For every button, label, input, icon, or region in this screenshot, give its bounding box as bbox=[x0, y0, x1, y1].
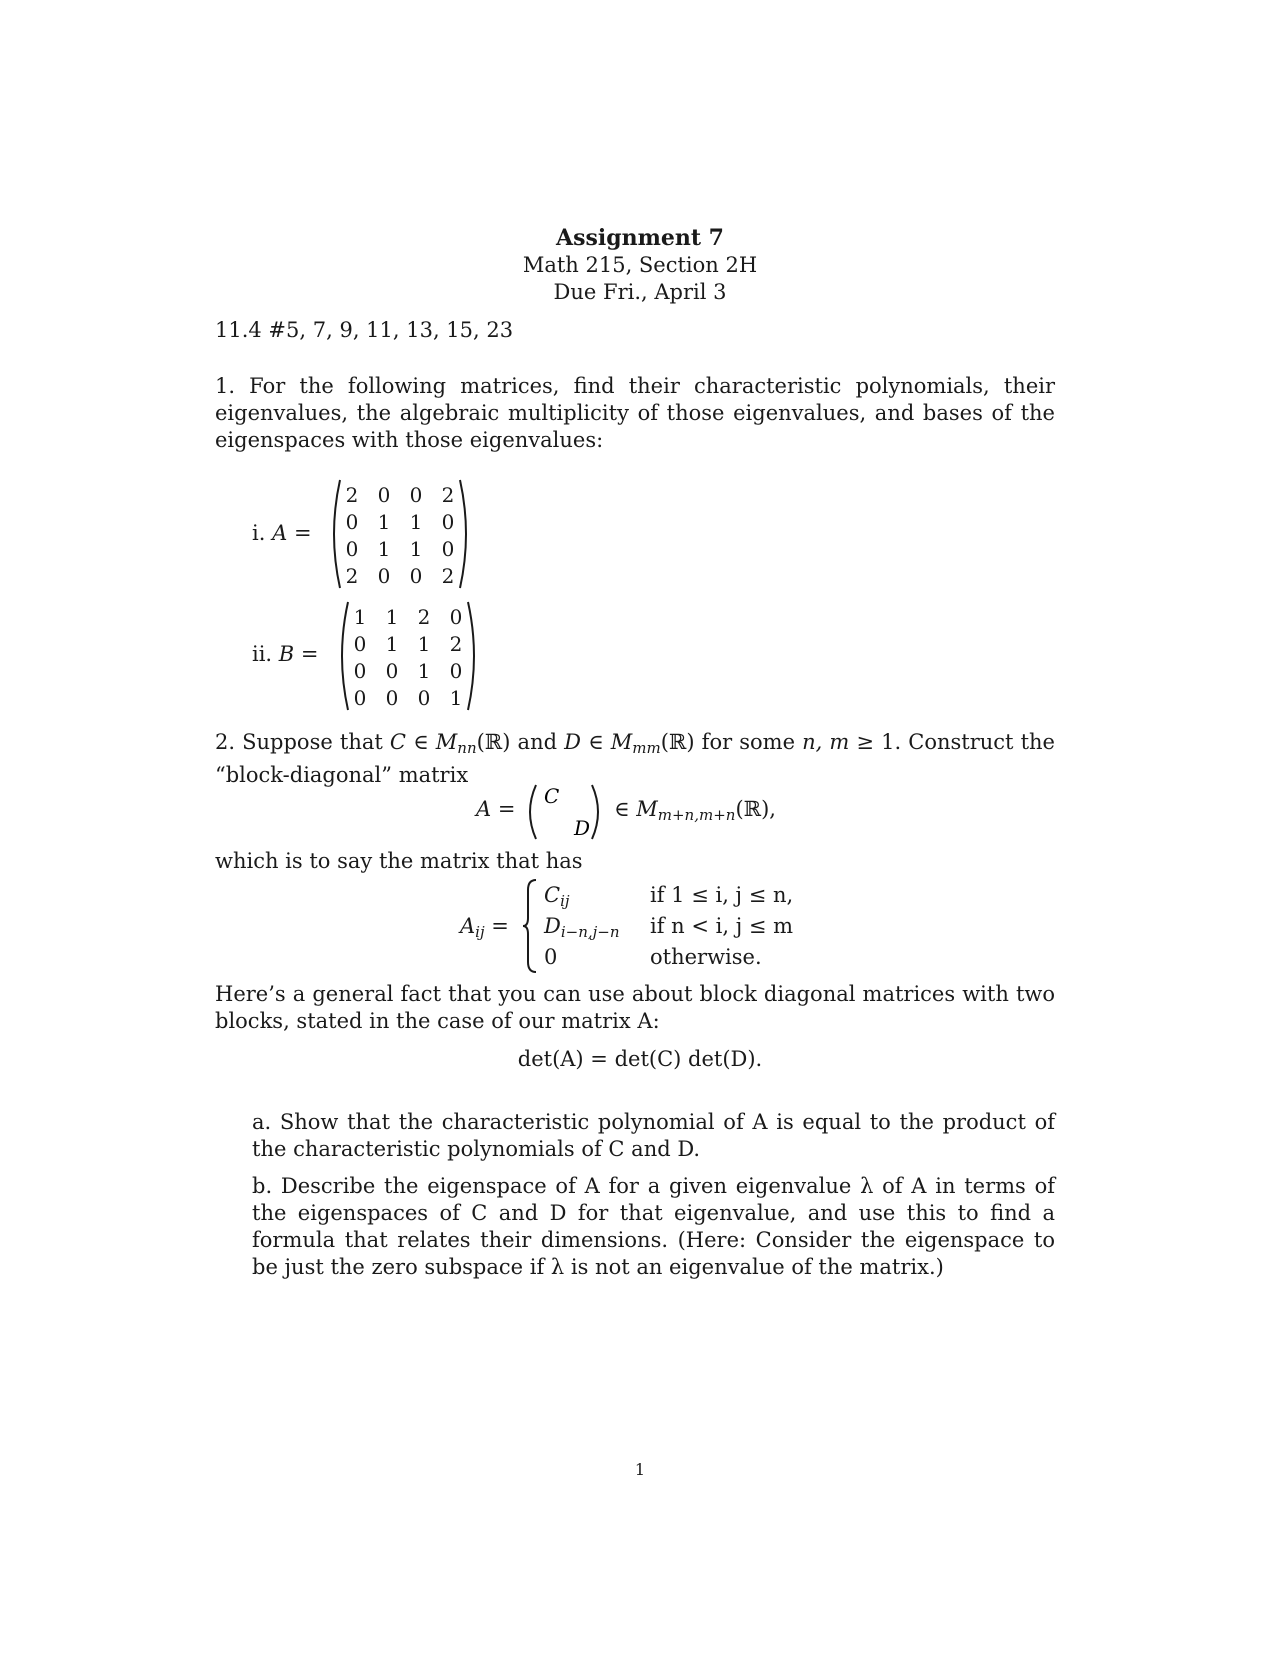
matrix-entry: 0 bbox=[353, 631, 367, 656]
case-3-value: 0 bbox=[544, 945, 558, 969]
matrix-ii-right-paren bbox=[466, 600, 482, 712]
matrix-entry: 0 bbox=[409, 482, 423, 507]
block-matrix-membership: ∈ $M_{m+n,m+n}(ℝ)$, bbox=[614, 797, 776, 824]
piecewise-brace bbox=[522, 878, 540, 974]
matrix-entry: 2 bbox=[345, 563, 359, 588]
assignment-title: Assignment 7 bbox=[556, 225, 724, 251]
matrix-row bbox=[344, 603, 472, 630]
exercise-list: 11.4 #5, 7, 9, 11, 13, 15, 23 bbox=[215, 318, 514, 342]
matrix-entry: 0 bbox=[345, 536, 359, 561]
matrix-entry: 0 bbox=[377, 563, 391, 588]
block-matrix-parens bbox=[524, 783, 604, 841]
matrix-row bbox=[344, 630, 472, 657]
problem-1-text: 1. For the following matrices, find their characteristic polynomials, their eigenvalues, the algebraic multiplicity of those eigenvalues, and bases of the eigenspaces with those eigenvalues: bbox=[215, 374, 1055, 452]
matrix-entry: 0 bbox=[409, 563, 423, 588]
course-line: Math 215, Section 2H bbox=[522, 253, 758, 277]
matrix-entry: 2 bbox=[441, 482, 455, 507]
matrix-entry: 0 bbox=[385, 685, 399, 710]
case-1-condition: if 1 ≤ i, j ≤ n, bbox=[650, 883, 794, 907]
case-3-condition: otherwise. bbox=[650, 945, 762, 969]
matrix-entry: 0 bbox=[353, 658, 367, 683]
det-formula: det(A) = det(C) det(D). bbox=[517, 1047, 763, 1071]
matrix-row bbox=[344, 657, 472, 684]
matrix-entry: 1 bbox=[353, 604, 367, 629]
matrix-entry: 0 bbox=[377, 482, 391, 507]
matrix-row bbox=[336, 562, 464, 589]
matrix-i-right-paren bbox=[458, 478, 474, 590]
case-2-condition: if n < i, j ≤ m bbox=[650, 914, 794, 938]
part-a-text: a. Show that the characteristic polynomial of A is equal to the product of the characteristic polynomials of C and D. bbox=[252, 1110, 1055, 1161]
matrix-entry: 1 bbox=[409, 536, 423, 561]
matrix-ii-label: ii. B = bbox=[252, 642, 319, 666]
matrix-entry: 1 bbox=[449, 685, 463, 710]
matrix-row bbox=[336, 535, 464, 562]
matrix-row bbox=[336, 481, 464, 508]
matrix-entry: 2 bbox=[417, 604, 431, 629]
matrix-entry: 2 bbox=[345, 482, 359, 507]
matrix-i-name: A bbox=[272, 521, 288, 545]
matrix-entry: 1 bbox=[377, 536, 391, 561]
matrix-entry: 1 bbox=[377, 509, 391, 534]
block-matrix-equation: A = bbox=[476, 797, 516, 821]
piecewise-lhs: $A_{ij}$ = bbox=[460, 914, 509, 941]
matrix-i bbox=[336, 481, 464, 589]
matrix-entry: 0 bbox=[441, 536, 455, 561]
matrix-entry: 0 bbox=[449, 604, 463, 629]
matrix-entry: 0 bbox=[345, 509, 359, 534]
page-number: 1 bbox=[634, 1460, 646, 1479]
matrix-entry: 0 bbox=[449, 658, 463, 683]
matrix-entry: 0 bbox=[417, 685, 431, 710]
general-fact-text: Here’s a general fact that you can use about block diagonal matrices with two blocks, stated in the case of our matrix A: bbox=[215, 982, 1055, 1033]
matrix-entry: 1 bbox=[417, 658, 431, 683]
title-block bbox=[440, 225, 840, 306]
matrix-row bbox=[336, 508, 464, 535]
matrix-ii bbox=[344, 603, 472, 711]
matrix-entry: 0 bbox=[385, 658, 399, 683]
matrix-row bbox=[344, 684, 472, 711]
case-1-value: $C_{ij}$ bbox=[544, 883, 570, 910]
case-2-value: $D_{i-n,j-n}$ bbox=[544, 914, 620, 941]
problem-2-intro: 2. Suppose that C ∈ $M_{nn}(ℝ)$ and D ∈ $M_{mm}(ℝ)$ for some n, m ≥ 1. Construct the “block-diagonal” matrix bbox=[215, 730, 1055, 787]
matrix-entry: 1 bbox=[385, 631, 399, 656]
matrix-entry: 1 bbox=[417, 631, 431, 656]
matrix-entry: 1 bbox=[409, 509, 423, 534]
matrix-entry: 0 bbox=[441, 509, 455, 534]
matrix-entry: 2 bbox=[449, 631, 463, 656]
due-line: Due Fri., April 3 bbox=[553, 280, 727, 304]
svg-text:C: C bbox=[544, 784, 560, 808]
matrix-ii-name: B bbox=[278, 642, 295, 666]
part-b-text: b. Describe the eigenspace of A for a given eigenvalue λ of A in terms of the eigenspaces of C and D for that eigenvalue, and use this to find a formula that relates their dimensions. (Here: Consider the eigenspace to be just the zero subspace if λ is not an eigenvalue of the matrix.) bbox=[252, 1174, 1055, 1279]
matrix-entry: 1 bbox=[385, 604, 399, 629]
matrix-entry: 2 bbox=[441, 563, 455, 588]
matrix-entry: 0 bbox=[353, 685, 367, 710]
svg-text:D: D bbox=[574, 816, 591, 840]
which-is-text: which is to say the matrix that has bbox=[215, 849, 583, 873]
matrix-i-label: i. A = bbox=[252, 521, 312, 545]
